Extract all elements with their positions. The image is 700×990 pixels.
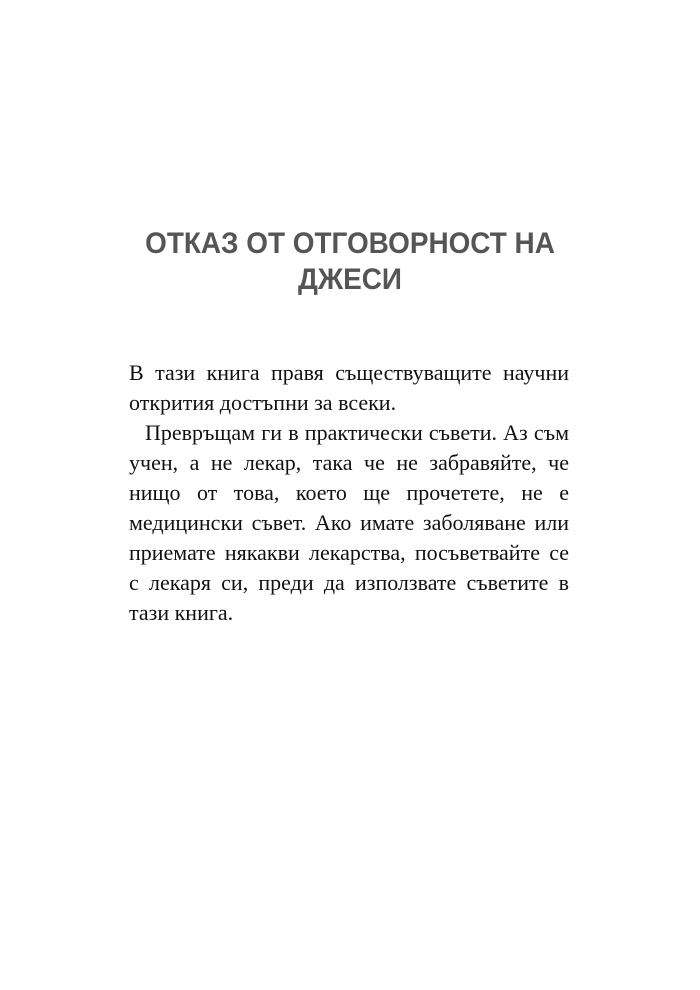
paragraph-2: Превръщам ги в практически съвети. Аз съм учен, а не лекар, така че не забравяйте, че нищо от това, което ще прочетете, не е медицински съвет. Ако имате заболяване или приемате някакви лекарства, посъветвайте се с лекаря си, преди да използвате съветите в тази книга.: [129, 420, 569, 625]
page-title: [118, 226, 583, 298]
disclaimer-body: [129, 358, 569, 628]
paragraph-1: В тази книга правя съществуващите научни открития достъпни за всеки.: [129, 360, 569, 415]
page-title-line-1: ОТКАЗ ОТ ОТГОВОРНОСТ НА: [145, 227, 555, 260]
page-title-line-2: ДЖЕСИ: [298, 263, 402, 296]
